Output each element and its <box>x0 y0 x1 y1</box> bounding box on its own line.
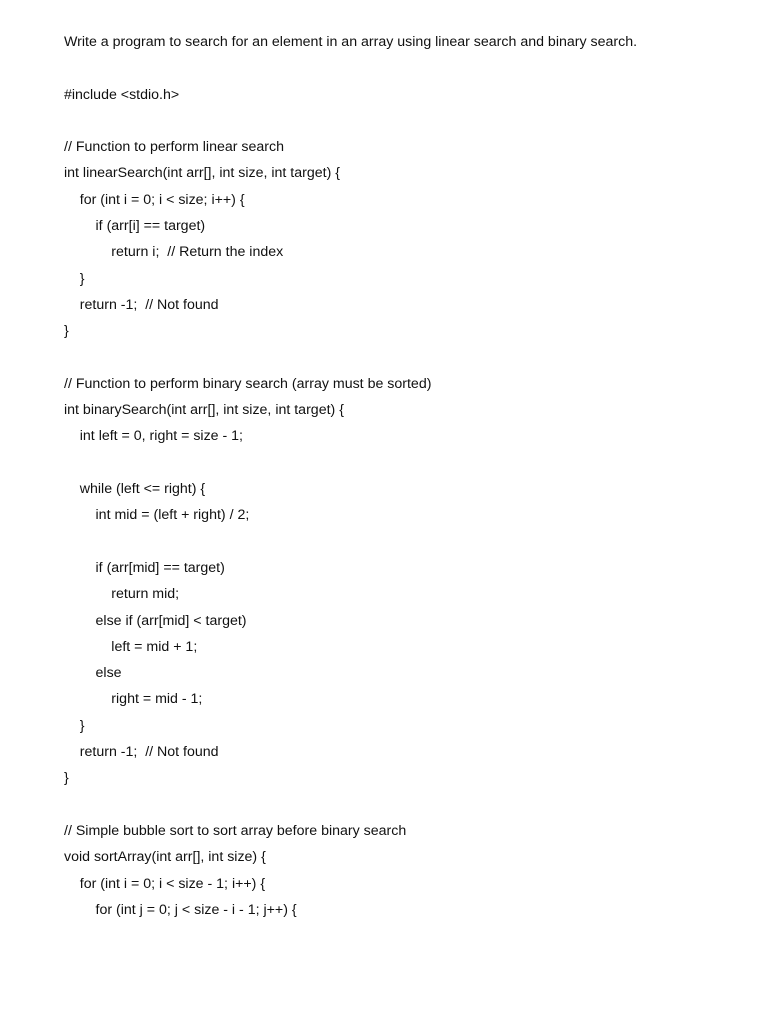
document-line: return mid; <box>64 586 180 603</box>
document-line: } <box>64 770 69 787</box>
document-line: for (int j = 0; j < size - i - 1; j++) { <box>64 901 297 918</box>
document-line <box>64 533 744 559</box>
document-line: int left = 0, right = size - 1; <box>64 428 243 445</box>
document-line: for (int i = 0; i < size - 1; i++) { <box>64 875 266 892</box>
document-line <box>64 349 744 375</box>
document-line: // Simple bubble sort to sort array before binary search <box>64 822 407 839</box>
document-line: } <box>64 323 69 340</box>
document-line: Write a program to search for an element in an array using linear search and binary search. <box>64 34 638 50</box>
document-line: while (left <= right) { <box>64 481 206 498</box>
document-line: for (int i = 0; i < size; i++) { <box>64 191 245 208</box>
document-line: return i; // Return the index <box>64 244 284 261</box>
document-line: left = mid + 1; <box>64 638 198 655</box>
document-line: else <box>64 665 122 682</box>
document-line: else if (arr[mid] < target) <box>64 612 247 629</box>
document-line: int mid = (left + right) / 2; <box>64 507 250 524</box>
document-line: void sortArray(int arr[], int size) { <box>64 849 266 866</box>
document-line: return -1; // Not found <box>64 296 219 313</box>
document-line <box>64 59 744 85</box>
document-page <box>64 33 744 927</box>
document-line: } <box>64 270 85 287</box>
document-line: return -1; // Not found <box>64 744 219 761</box>
document-line <box>64 796 744 822</box>
document-line: // Function to perform linear search <box>64 139 285 156</box>
document-line: } <box>64 717 85 734</box>
document-line: if (arr[mid] == target) <box>64 559 225 576</box>
document-line: #include <stdio.h> <box>64 86 180 103</box>
document-line: right = mid - 1; <box>64 691 203 708</box>
document-line: if (arr[i] == target) <box>64 218 206 235</box>
document-line <box>64 454 744 480</box>
document-line <box>64 112 744 138</box>
document-line: // Function to perform binary search (array must be sorted) <box>64 375 432 392</box>
document-line: int linearSearch(int arr[], int size, int target) { <box>64 165 340 182</box>
document-line: int binarySearch(int arr[], int size, int target) { <box>64 402 344 419</box>
